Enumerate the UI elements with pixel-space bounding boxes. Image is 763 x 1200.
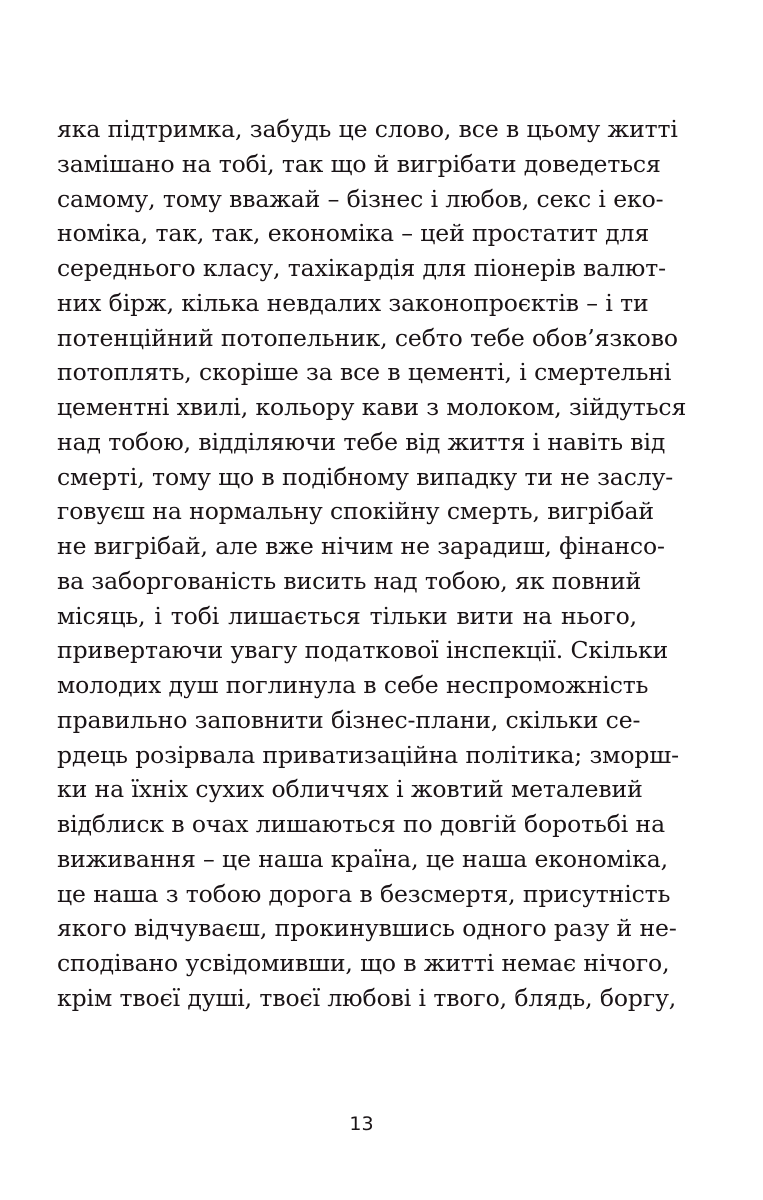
page-number-label: 13 [349,1113,374,1135]
text-line: якого відчуваєш, прокинувшись одного разу й не- [57,914,677,943]
text-line: них бірж, кілька невдалих законопроєктів – і ти [57,288,649,317]
text-line: це наша з тобою дорога в безсмертя, присутність [57,879,671,908]
text-line: потоплять, скоріше за все в цементі, і смертельні [57,358,672,387]
text-line: над тобою, відділяючи тебе від життя і навіть від [57,427,666,456]
text-line: сподівано усвідомивши, що в житті немає нічого, [57,949,670,977]
text-line: цементні хвилі, кольору кави з молоком, зійдуться [57,393,687,421]
text-line: відблиск в очах лишаються по довгій боротьбі на [57,810,666,838]
text-line: рдець розірвала приватизаційна політика; зморш- [57,740,679,769]
text-line: привертаючи увагу податкової інспекції. Скільки [57,636,669,665]
text-line: молодих душ поглинула в себе неспроможність [57,671,649,699]
text-line: місяць, і тобі лишається тільки вити на нього, [57,601,637,630]
text-line: крім твоєї душі, твоєї любові і твого, блядь, боргу, [57,983,677,1012]
text-line: середнього класу, тахікардія для піонерів валют- [57,254,667,282]
text-line: самому, тому вважай – бізнес і любов, секс і еко- [57,184,664,213]
text-line: смерті, тому що в подібному випадку ти не заслу- [57,462,674,491]
text-line: не вигрібай, але вже нічим не зарадиш, фінансо- [57,532,665,560]
text-line: замішано на тобі, так що й вигрібати доведеться [57,149,661,178]
body-text [57,112,687,1016]
text-line: яка підтримка, забудь це слово, все в цьому житті [57,115,678,143]
text-line: ва заборгованість висить над тобою, як повний [57,566,642,595]
page-number [0,1113,763,1135]
text-line: потенційний потопельник, себто тебе обов’язково [57,323,678,352]
text-line: ки на їхніх сухих обличчях і жовтий металевий [57,775,643,804]
text-line: правильно заповнити бізнес-плани, скільки се- [57,705,641,734]
text-line: номіка, так, так, економіка – цей простатит для [57,219,650,248]
text-line: говуєш на нормальну спокійну смерть, вигрібай [57,497,654,526]
text-line: виживання – це наша країна, це наша економіка, [57,844,669,873]
